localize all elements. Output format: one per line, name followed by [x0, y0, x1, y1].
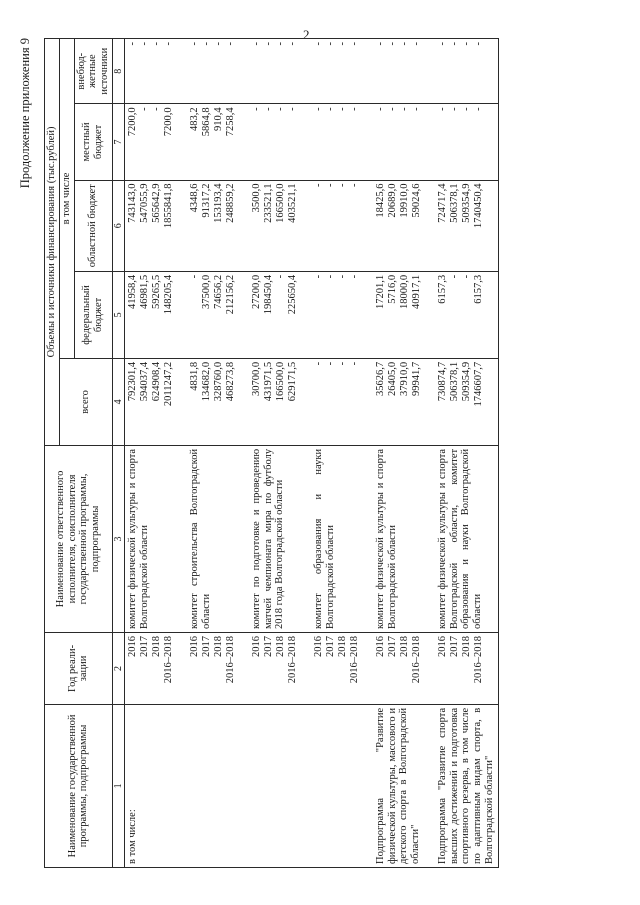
year-value: 2017 [324, 636, 336, 658]
header-total: всего [59, 358, 112, 445]
amount-value: - [312, 183, 324, 188]
amount-value: - [448, 107, 460, 111]
amount-value: 5864,8 [200, 107, 212, 137]
rotated-sheet [10, 22, 630, 882]
amount-value: - [348, 107, 360, 111]
amount-value: 1746607,7 [472, 361, 484, 407]
amount-value: - [312, 42, 324, 46]
amount-value: 792301,4 [126, 361, 138, 402]
amount-value: - [138, 107, 150, 111]
amount-value: 166500,0 [274, 183, 286, 223]
spacer-cell [239, 633, 249, 705]
amount-value: 225650,4 [286, 274, 298, 315]
amount-cell-ext [187, 39, 239, 104]
page-number: 2 [303, 27, 310, 42]
amount-value: 18000,0 [398, 274, 410, 310]
amount-cell-ext [373, 39, 425, 104]
spacer-cell [239, 104, 249, 180]
amount-value: 40917,1 [410, 274, 422, 310]
amount-value: 198450,4 [262, 274, 274, 315]
amount-value: - [460, 107, 472, 111]
column-number: 2 [112, 633, 124, 705]
year-cell [435, 633, 498, 705]
amount-value: - [200, 42, 212, 46]
amount-value: 4831,8 [188, 361, 200, 391]
amount-value: - [448, 42, 460, 46]
amount-value: - [386, 42, 398, 46]
amount-value: 629171,5 [286, 361, 298, 402]
spacer-cell [363, 39, 373, 104]
program-name: в том числе: [124, 704, 177, 867]
amount-value: - [150, 42, 162, 46]
column-number: 4 [112, 358, 124, 445]
program-name [249, 704, 301, 867]
year-value: 2017 [200, 636, 212, 658]
row-spacer [425, 39, 435, 868]
amount-value: 2011247,2 [162, 361, 174, 407]
year-cell [373, 633, 425, 705]
amount-value: - [374, 42, 386, 46]
table-row [373, 39, 425, 868]
executor-name: комитет физической культуры и спорта Волгоградской области, комитет образования и науки Волгоградской области [435, 445, 498, 632]
year-cell [124, 633, 177, 705]
header-extrabudget: внебюд- жетные источники [74, 39, 112, 104]
amount-value: - [436, 42, 448, 46]
year-value: 2018 [212, 636, 224, 658]
amount-value: - [324, 107, 336, 111]
amount-cell-loc [435, 104, 498, 180]
header-federal: федеральный бюджет [74, 271, 112, 358]
amount-cell-ext [124, 39, 177, 104]
amount-value: - [348, 274, 360, 279]
amount-value: 166500,0 [274, 361, 286, 402]
year-value: 2016 [250, 636, 262, 658]
spacer-cell [239, 271, 249, 358]
spacer-cell [301, 358, 311, 445]
spacer-cell [363, 704, 373, 867]
amount-value: - [324, 183, 336, 188]
amount-value: - [126, 42, 138, 46]
amount-value: - [398, 107, 410, 111]
spacer-cell [301, 271, 311, 358]
amount-value: 17201,1 [374, 274, 386, 310]
column-number: 8 [112, 39, 124, 104]
amount-cell-total [249, 358, 301, 445]
amount-value: - [336, 107, 348, 111]
amount-value: 19910,0 [398, 183, 410, 218]
spacer-cell [301, 104, 311, 180]
amount-value: 506378,1 [448, 183, 460, 223]
amount-value: 35626,7 [374, 361, 386, 397]
amount-value: 6157,3 [436, 274, 448, 304]
amount-value: 506378,1 [448, 361, 460, 402]
spacer-cell [425, 633, 435, 705]
amount-value: 565642,9 [150, 183, 162, 223]
amount-value: 7200,0 [162, 107, 174, 137]
year-value: 2018 [460, 636, 472, 658]
amount-cell-ext [435, 39, 498, 104]
spacer-cell [177, 104, 187, 180]
year-value: 2017 [138, 636, 150, 658]
year-value: 2018 [150, 636, 162, 658]
amount-value: - [138, 42, 150, 46]
spacer-cell [363, 358, 373, 445]
amount-value: 41958,4 [126, 274, 138, 310]
year-value: 2016–2018 [224, 636, 236, 684]
amount-value: 910,4 [212, 107, 224, 131]
amount-value: - [336, 183, 348, 188]
spacer-cell [239, 445, 249, 632]
amount-value: - [312, 107, 324, 111]
spacer-cell [425, 104, 435, 180]
amount-cell-reg [187, 180, 239, 271]
amount-value: 1855841,8 [162, 183, 174, 229]
amount-value: - [286, 42, 298, 46]
executor-name: комитет физической культуры и спорта Волгоградской области [124, 445, 177, 632]
amount-value: 233521,1 [262, 183, 274, 223]
year-value: 2016–2018 [162, 636, 174, 684]
amount-cell-reg [435, 180, 498, 271]
amount-cell-reg [373, 180, 425, 271]
amount-value: 74656,2 [212, 274, 224, 310]
table-row [249, 39, 301, 868]
amount-value: 20689,0 [386, 183, 398, 218]
year-value: 2017 [448, 636, 460, 658]
header-executor: Наименование ответственного исполнителя, соисполнителя государственной программы, подпрограммы [45, 445, 113, 632]
amount-cell-total [435, 358, 498, 445]
amount-value: - [436, 107, 448, 111]
row-spacer [177, 39, 187, 868]
amount-value: 99941,7 [410, 361, 422, 397]
year-value: 2016–2018 [410, 636, 422, 684]
amount-value: 27200,0 [250, 274, 262, 310]
amount-cell-total [187, 358, 239, 445]
spacer-cell [363, 633, 373, 705]
amount-value: 509354,9 [460, 361, 472, 402]
amount-value: 153193,4 [212, 183, 224, 223]
amount-cell-total [373, 358, 425, 445]
year-value: 2016–2018 [472, 636, 484, 684]
column-number: 5 [112, 271, 124, 358]
spacer-cell [239, 704, 249, 867]
spacer-cell [425, 39, 435, 104]
amount-value: - [410, 107, 422, 111]
amount-value: - [286, 107, 298, 111]
amount-value: 7200,0 [126, 107, 138, 137]
amount-value: 59265,5 [150, 274, 162, 310]
amount-value: 148205,4 [162, 274, 174, 315]
amount-value: 59024,6 [410, 183, 422, 218]
year-value: 2016–2018 [286, 636, 298, 684]
amount-value: - [150, 107, 162, 111]
amount-cell-loc [187, 104, 239, 180]
year-cell [249, 633, 301, 705]
executor-name: комитет образования и науки Волгоградской области [311, 445, 363, 632]
financing-table [44, 38, 499, 868]
amount-value: - [212, 42, 224, 46]
amount-value: - [336, 274, 348, 279]
executor-name: комитет по подготовке и проведению матчей чемпионата мира по футболу 2018 года Волгоградской области [249, 445, 301, 632]
amount-value: 431971,5 [262, 361, 274, 402]
amount-cell-ext [311, 39, 363, 104]
amount-value: 18425,6 [374, 183, 386, 218]
amount-value: 91317,2 [200, 183, 212, 218]
amount-cell-fed [249, 271, 301, 358]
spacer-cell [177, 445, 187, 632]
amount-value: - [336, 361, 348, 366]
amount-value: 730874,7 [436, 361, 448, 402]
amount-value: - [250, 42, 262, 46]
amount-cell-total [311, 358, 363, 445]
spacer-cell [177, 180, 187, 271]
amount-value: - [410, 42, 422, 46]
amount-value: - [274, 274, 286, 279]
amount-cell-loc [373, 104, 425, 180]
table-row [124, 39, 177, 868]
table-row [435, 39, 498, 868]
header-financing-group: Объемы и источники финансирования (тыс.рублей) [45, 39, 60, 446]
amount-value: - [374, 107, 386, 111]
amount-value: - [386, 107, 398, 111]
amount-value: - [162, 42, 174, 46]
column-number: 1 [112, 704, 124, 867]
amount-cell-loc [249, 104, 301, 180]
amount-value: - [312, 274, 324, 279]
amount-cell-fed [311, 271, 363, 358]
amount-value: 624908,4 [150, 361, 162, 402]
amount-cell-fed [435, 271, 498, 358]
year-value: 2018 [274, 636, 286, 658]
table-row [187, 39, 239, 868]
spacer-cell [363, 104, 373, 180]
spacer-cell [301, 445, 311, 632]
amount-value: - [460, 42, 472, 46]
amount-value: 7258,4 [224, 107, 236, 137]
spacer-cell [301, 633, 311, 705]
header-regional: областной бюджет [74, 180, 112, 271]
amount-value: - [348, 42, 360, 46]
amount-cell-ext [249, 39, 301, 104]
amount-value: - [262, 42, 274, 46]
year-value: 2016 [312, 636, 324, 658]
amount-value: - [348, 183, 360, 188]
amount-value: - [398, 42, 410, 46]
program-name [311, 704, 363, 867]
amount-value: - [274, 107, 286, 111]
spacer-cell [177, 39, 187, 104]
year-value: 2016 [126, 636, 138, 658]
spacer-cell [177, 271, 187, 358]
amount-cell-fed [187, 271, 239, 358]
amount-value: 4348,6 [188, 183, 200, 213]
amount-value: - [324, 274, 336, 279]
amount-cell-fed [124, 271, 177, 358]
amount-value: 547055,9 [138, 183, 150, 223]
amount-value: 724717,4 [436, 183, 448, 223]
amount-value: 1740450,4 [472, 183, 484, 229]
spacer-cell [301, 39, 311, 104]
amount-value: 37500,0 [200, 274, 212, 310]
program-name: Подпрограмма "Развитие физической культуры, массового и детского спорта в Волгоградской области" [373, 704, 425, 867]
header-including: в том числе [59, 39, 74, 359]
amount-value: - [250, 107, 262, 111]
spacer-cell [239, 358, 249, 445]
spacer-cell [301, 180, 311, 271]
header-year: Год реали- зации [45, 633, 113, 705]
header-local: местный бюджет [74, 104, 112, 180]
amount-value: 212156,2 [224, 274, 236, 315]
amount-value: 509354,9 [460, 183, 472, 223]
year-value: 2016–2018 [348, 636, 360, 684]
spacer-cell [425, 358, 435, 445]
amount-value: - [188, 274, 200, 279]
spacer-cell [425, 180, 435, 271]
year-cell [311, 633, 363, 705]
amount-value: 468273,8 [224, 361, 236, 402]
amount-value: - [336, 42, 348, 46]
amount-value: 46981,5 [138, 274, 150, 310]
program-name [187, 704, 239, 867]
amount-value: - [472, 107, 484, 111]
header-program: Наименование государственной программы, подпрограммы [45, 704, 113, 867]
spacer-cell [363, 445, 373, 632]
amount-value: 594037,4 [138, 361, 150, 402]
year-value: 2016 [374, 636, 386, 658]
table-row [311, 39, 363, 868]
column-number: 6 [112, 180, 124, 271]
amount-cell-loc [311, 104, 363, 180]
amount-value: - [348, 361, 360, 366]
year-value: 2016 [188, 636, 200, 658]
spacer-cell [363, 180, 373, 271]
year-value: 2018 [336, 636, 348, 658]
amount-value: - [312, 361, 324, 366]
appendix-caption: Продолжение приложения 9 [18, 38, 32, 189]
spacer-cell [177, 633, 187, 705]
amount-value: 37910,0 [398, 361, 410, 397]
amount-cell-reg [249, 180, 301, 271]
amount-value: 328760,0 [212, 361, 224, 402]
column-number-row [112, 39, 124, 868]
amount-value: - [472, 42, 484, 46]
amount-value: 3500,0 [250, 183, 262, 213]
amount-cell-loc [124, 104, 177, 180]
spacer-cell [239, 180, 249, 271]
column-number: 7 [112, 104, 124, 180]
amount-value: 5716,0 [386, 274, 398, 304]
column-number: 3 [112, 445, 124, 632]
spacer-cell [425, 704, 435, 867]
spacer-cell [177, 704, 187, 867]
spacer-cell [425, 271, 435, 358]
amount-cell-reg [311, 180, 363, 271]
amount-value: 403521,1 [286, 183, 298, 223]
amount-value: - [448, 274, 460, 279]
table-body [124, 39, 498, 868]
amount-value: - [224, 42, 236, 46]
amount-value: - [460, 274, 472, 279]
amount-value: 6157,3 [472, 274, 484, 304]
spacer-cell [301, 704, 311, 867]
year-value: 2018 [398, 636, 410, 658]
program-name: Подпрограмма "Развитие спорта высших достижений и подготовка спортивного резерва, в том числе по адаптивным видам спорта, в Волгоградской области" [435, 704, 498, 867]
amount-value: 743143,0 [126, 183, 138, 223]
amount-value: 26405,0 [386, 361, 398, 397]
amount-value: 30700,0 [250, 361, 262, 397]
amount-cell-fed [373, 271, 425, 358]
amount-value: - [324, 42, 336, 46]
spacer-cell [239, 39, 249, 104]
executor-name: комитет строительства Волгоградской области [187, 445, 239, 632]
amount-value: - [188, 42, 200, 46]
year-cell [187, 633, 239, 705]
amount-cell-reg [124, 180, 177, 271]
year-value: 2017 [386, 636, 398, 658]
row-spacer [301, 39, 311, 868]
spacer-cell [363, 271, 373, 358]
amount-value: 483,2 [188, 107, 200, 131]
amount-value: - [262, 107, 274, 111]
year-value: 2016 [436, 636, 448, 658]
spacer-cell [425, 445, 435, 632]
amount-cell-total [124, 358, 177, 445]
row-spacer [363, 39, 373, 868]
executor-name: комитет физической культуры и спорта Волгоградской области [373, 445, 425, 632]
amount-value: 248859,2 [224, 183, 236, 223]
amount-value: - [324, 361, 336, 366]
spacer-cell [177, 358, 187, 445]
year-value: 2017 [262, 636, 274, 658]
amount-value: - [274, 42, 286, 46]
amount-value: 134682,0 [200, 361, 212, 402]
row-spacer [239, 39, 249, 868]
